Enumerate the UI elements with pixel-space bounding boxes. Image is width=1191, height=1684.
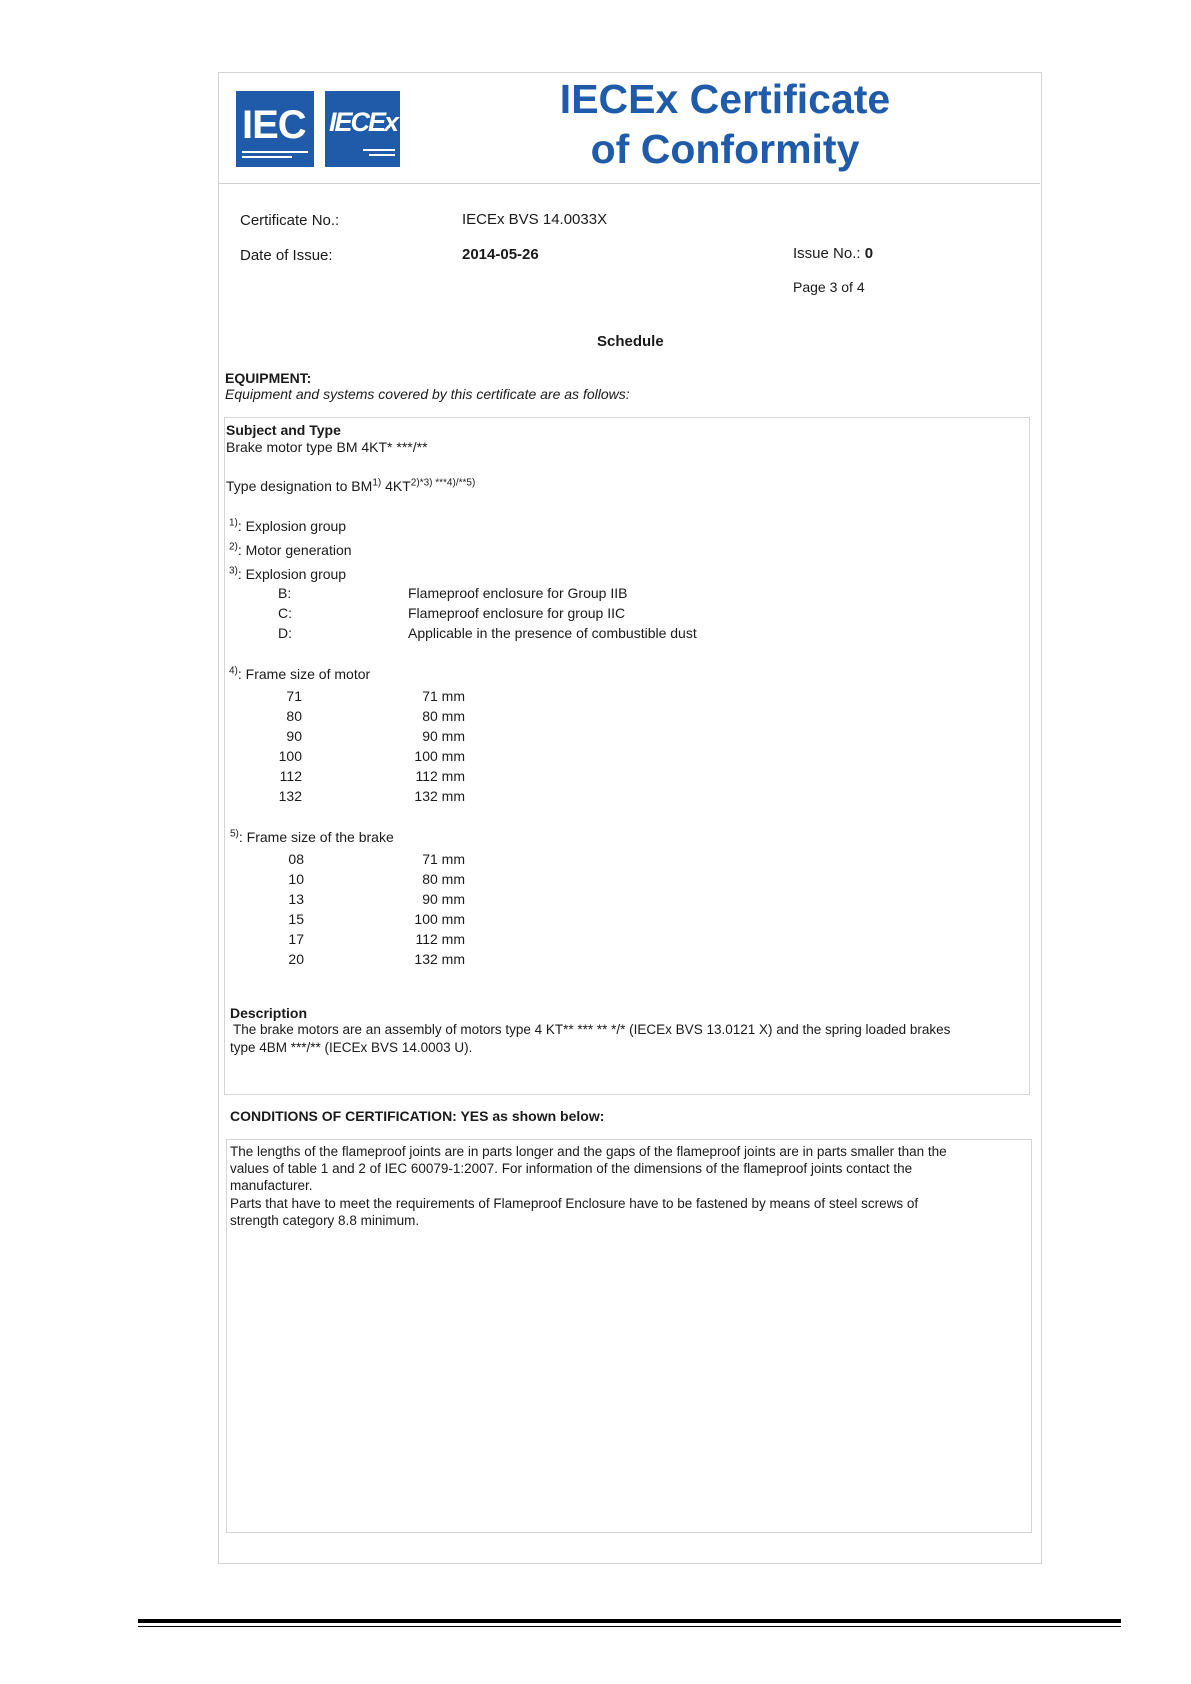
- description-line-1: The brake motors are an assembly of motors type 4 KT** *** ** */* (IECEx BVS 13.0121 X) and the spring loaded brakes: [233, 1022, 951, 1037]
- group-desc: Flameproof enclosure for group IIC: [408, 605, 626, 621]
- motor-size-value: 132 mm: [414, 788, 465, 804]
- equipment-heading: EQUIPMENT:: [225, 370, 312, 386]
- footnote-5-mark: 5): [230, 828, 239, 840]
- page-indicator: Page 3 of 4: [793, 279, 865, 295]
- issue-no-value: 0: [864, 245, 874, 262]
- footnote-4-mark: 4): [229, 665, 238, 677]
- motor-size-code: 90: [286, 728, 302, 744]
- brake-size-value: 132 mm: [414, 951, 465, 967]
- motor-size-code: 132: [278, 788, 302, 804]
- group-desc: Flameproof enclosure for Group IIB: [408, 585, 628, 601]
- title-line-2: of Conformity: [590, 126, 860, 172]
- type-designation-prefix: Type designation to BM: [226, 478, 373, 494]
- footnote-4-text: : Frame size of motor: [237, 666, 371, 682]
- brake-size-code: 15: [288, 911, 304, 927]
- footnote-4: [229, 666, 370, 682]
- brake-size-value: 112 mm: [415, 931, 465, 947]
- group-code: C:: [278, 605, 292, 621]
- type-designation-sup1: 1): [372, 477, 382, 489]
- brake-size-value: 100 mm: [414, 911, 465, 927]
- motor-size-code: 71: [286, 688, 302, 704]
- motor-size-code: 80: [286, 708, 302, 724]
- certificate-no-value: IECEx BVS 14.0033X: [462, 211, 608, 228]
- conditions-line-3: manufacturer.: [230, 1178, 313, 1193]
- date-of-issue-value: 2014-05-26: [462, 246, 539, 263]
- title-line-1: IECEx Certificate: [559, 76, 891, 122]
- brake-size-value: 80 mm: [422, 871, 465, 887]
- footnote-1-mark: 1): [229, 517, 238, 529]
- description-heading: Description: [230, 1005, 308, 1021]
- footnote-5: [230, 829, 394, 845]
- footnote-3-text: : Explosion group: [237, 566, 347, 582]
- type-designation-sup2: 2)*3) ***4)/**5): [410, 477, 476, 489]
- footnote-3-mark: 3): [229, 565, 238, 577]
- brake-size-code: 10: [288, 871, 304, 887]
- certificate-no-label: Certificate No.:: [240, 212, 340, 229]
- conditions-line-2: values of table 1 and 2 of IEC 60079-1:2007. For information of the dimensions of the flameproof joints contact the: [230, 1161, 913, 1176]
- description-line-2: type 4BM ***/** (IECEx BVS 14.0003 U).: [230, 1040, 473, 1055]
- footnote-5-text: : Frame size of the brake: [238, 829, 394, 845]
- motor-size-code: 112: [279, 768, 302, 784]
- type-designation-mid: 4KT: [381, 478, 411, 494]
- date-of-issue-label: Date of Issue:: [240, 247, 333, 264]
- subject-line: Brake motor type BM 4KT* ***/**: [226, 439, 428, 455]
- group-code: B:: [278, 585, 292, 601]
- motor-size-value: 80 mm: [422, 708, 465, 724]
- footnote-2-text: : Motor generation: [237, 542, 352, 558]
- conditions-heading: CONDITIONS OF CERTIFICATION: YES as shown below:: [230, 1108, 605, 1124]
- brake-size-value: 90 mm: [422, 891, 465, 907]
- motor-size-code: 100: [278, 748, 302, 764]
- motor-size-value: 90 mm: [422, 728, 465, 744]
- footnote-1-text: : Explosion group: [237, 518, 347, 534]
- brake-size-value: 71 mm: [422, 851, 465, 867]
- brake-size-code: 13: [288, 891, 304, 907]
- brake-size-code: 08: [288, 851, 304, 867]
- iec-logo: [236, 91, 314, 167]
- footnote-2: [229, 542, 352, 558]
- brake-size-code: 20: [288, 951, 304, 967]
- conditions-line-4: Parts that have to meet the requirements of Flameproof Enclosure have to be fastened by means of steel screws of: [230, 1196, 919, 1211]
- conditions-line-1: The lengths of the flameproof joints are in parts longer and the gaps of the flameproof joints are in parts smaller than the: [230, 1144, 947, 1159]
- brake-size-code: 17: [288, 931, 304, 947]
- header-divider: [218, 183, 1040, 184]
- schedule-heading: Schedule: [597, 333, 664, 350]
- footnote-2-mark: 2): [229, 541, 238, 553]
- iec-logo-text: IEC: [242, 103, 306, 147]
- footnote-3: [229, 566, 346, 582]
- equipment-intro: Equipment and systems covered by this certificate are as follows:: [225, 386, 630, 402]
- bottom-rule-thin: [138, 1626, 1121, 1627]
- bottom-rule-thick: [138, 1619, 1121, 1623]
- issue-no: [793, 245, 873, 262]
- motor-size-value: 100 mm: [414, 748, 465, 764]
- iecex-logo-text: IECEx: [329, 107, 398, 137]
- type-designation: [226, 478, 475, 494]
- group-code: D:: [278, 625, 292, 641]
- motor-size-value: 112 mm: [415, 768, 465, 784]
- motor-size-value: 71 mm: [422, 688, 465, 704]
- issue-no-label: Issue No.:: [793, 245, 861, 262]
- subject-heading: Subject and Type: [226, 422, 341, 438]
- conditions-line-5: strength category 8.8 minimum.: [230, 1213, 420, 1228]
- group-desc: Applicable in the presence of combustible dust: [408, 625, 697, 641]
- iecex-logo: [325, 91, 400, 167]
- footnote-1: [229, 518, 346, 534]
